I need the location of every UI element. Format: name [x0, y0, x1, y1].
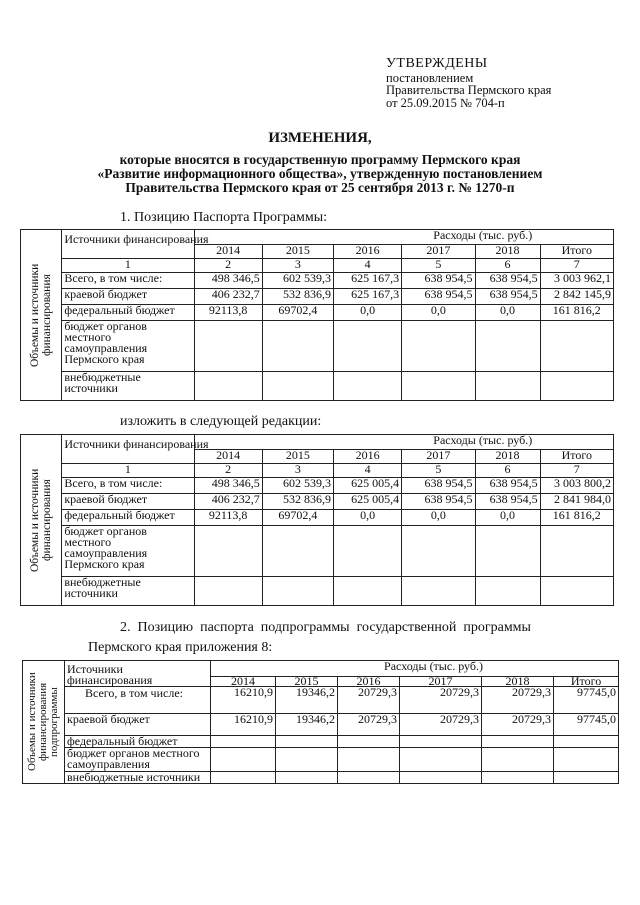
value-cell [475, 577, 540, 606]
row-label: федеральный бюджет [65, 736, 211, 748]
document-subtitle [0, 153, 640, 195]
value-cell: 0,0 [402, 304, 475, 320]
value-cell: 498 346,5 [194, 272, 262, 288]
value-cell [333, 525, 401, 576]
value-cell: 638 954,5 [475, 477, 540, 493]
value-cell: 16210,9 [211, 687, 276, 714]
value-cell: 2 841 984,0 [540, 493, 613, 509]
value-cell: 3 003 800,2 [540, 477, 613, 493]
year-header: 2014 [194, 244, 262, 258]
approval-heading: УТВЕРЖДЕНЫ [386, 56, 488, 71]
value-cell: 92113,8 [194, 304, 262, 320]
value-cell: 3 003 962,1 [540, 272, 613, 288]
value-cell: 20729,3 [338, 687, 400, 714]
column-number: 2 [194, 463, 262, 477]
approval-line: от 25.09.2015 № 704-п [386, 95, 505, 110]
column-number: 7 [540, 463, 613, 477]
row-label: федеральный бюджет [62, 509, 194, 525]
subprogram-financing-table [22, 660, 619, 784]
year-header: Итого [540, 244, 613, 258]
value-cell: 0,0 [475, 509, 540, 525]
table-row [21, 304, 614, 320]
year-header: 2018 [482, 677, 554, 687]
subtitle-line: Правительства Пермского края от 25 сентября 2013 г. № 1270-п [125, 180, 515, 195]
value-cell: 2 842 145,9 [540, 288, 613, 304]
year-header: 2017 [400, 677, 482, 687]
value-cell [338, 748, 400, 772]
side-label-cell [21, 435, 62, 606]
value-cell: 638 954,5 [402, 477, 475, 493]
expense-header: Расходы (тыс. руб.) [194, 435, 613, 450]
value-cell [211, 772, 276, 784]
value-cell: 638 954,5 [402, 493, 475, 509]
row-label: бюджет органов местного самоуправления Пермского края [62, 525, 194, 576]
value-cell [402, 320, 475, 371]
row-label: внебюджетные источники [62, 372, 194, 401]
value-cell: 69702,4 [262, 509, 333, 525]
approval-line: Правительства Пермского края [386, 83, 552, 97]
document-title: ИЗМЕНЕНИЯ, [268, 130, 372, 146]
item-2-text-cont: Пермского края приложения 8: [88, 640, 273, 655]
column-number: 4 [333, 463, 401, 477]
column-number: 4 [333, 258, 401, 272]
subtitle-line: которые вносятся в государственную программу Пермского края [119, 152, 521, 167]
value-cell: 16210,9 [211, 714, 276, 736]
value-cell: 20729,3 [338, 714, 400, 736]
side-label: Объемы и источники финансирования [29, 468, 54, 572]
value-cell [554, 736, 619, 748]
value-cell [276, 736, 338, 748]
table-row [21, 477, 614, 493]
table-row [23, 772, 619, 784]
value-cell: 602 539,3 [262, 272, 333, 288]
row-label: краевой бюджет [62, 288, 194, 304]
value-cell: 638 954,5 [475, 493, 540, 509]
table-row [21, 493, 614, 509]
financing-table-original [20, 229, 614, 401]
subtitle-line: «Развитие информационного общества», утвержденную постановлением [97, 166, 543, 181]
column-number: 6 [475, 463, 540, 477]
column-number: 5 [402, 463, 475, 477]
value-cell [540, 577, 613, 606]
value-cell: 161 816,2 [540, 509, 613, 525]
value-cell: 532 836,9 [262, 288, 333, 304]
value-cell: 532 836,9 [262, 493, 333, 509]
side-label-cell [23, 661, 65, 784]
value-cell [333, 320, 401, 371]
table-row [21, 372, 614, 401]
value-cell [540, 525, 613, 576]
value-cell: 20729,3 [482, 714, 554, 736]
value-cell: 602 539,3 [262, 477, 333, 493]
financing-table-new [20, 434, 614, 606]
row-label: внебюджетные источники [65, 772, 211, 784]
column-number: 6 [475, 258, 540, 272]
approval-block [386, 58, 551, 109]
value-cell: 97745,0 [554, 714, 619, 736]
side-label: Объемы и источники финансирования [29, 263, 54, 367]
value-cell: 19346,2 [276, 714, 338, 736]
value-cell: 97745,0 [554, 687, 619, 714]
value-cell [333, 577, 401, 606]
value-cell: 0,0 [475, 304, 540, 320]
value-cell [475, 525, 540, 576]
value-cell [482, 748, 554, 772]
table-row [23, 687, 619, 714]
year-header: 2015 [276, 677, 338, 687]
table-row [21, 525, 614, 576]
value-cell [400, 772, 482, 784]
table-row [21, 509, 614, 525]
value-cell: 20729,3 [400, 687, 482, 714]
value-cell: 625 167,3 [333, 272, 401, 288]
table-row [23, 748, 619, 772]
row-label: федеральный бюджет [62, 304, 194, 320]
expense-header: Расходы (тыс. руб.) [194, 230, 613, 245]
value-cell [194, 320, 262, 371]
year-header: 2014 [211, 677, 276, 687]
row-label: Всего, в том числе: [62, 477, 194, 493]
value-cell [402, 525, 475, 576]
value-cell [482, 772, 554, 784]
value-cell [338, 772, 400, 784]
side-label-cell [21, 230, 62, 401]
column-number: 7 [540, 258, 613, 272]
row-label: бюджет органов местного самоуправления Пермского края [62, 320, 194, 371]
value-cell: 0,0 [333, 304, 401, 320]
row-label: бюджет органов местного самоуправления [65, 748, 211, 772]
year-header: 2016 [338, 677, 400, 687]
value-cell [540, 320, 613, 371]
source-header: Источники финансирования [62, 230, 194, 259]
value-cell [338, 736, 400, 748]
table-row [21, 577, 614, 606]
value-cell [211, 736, 276, 748]
year-header: 2018 [475, 244, 540, 258]
between-text: изложить в следующей редакции: [120, 414, 322, 429]
value-cell: 0,0 [333, 509, 401, 525]
value-cell: 20729,3 [482, 687, 554, 714]
value-cell: 406 232,7 [194, 288, 262, 304]
value-cell: 638 954,5 [475, 288, 540, 304]
table-row [21, 320, 614, 371]
column-number: 3 [262, 258, 333, 272]
value-cell: 638 954,5 [402, 272, 475, 288]
item-2-text: 2. Позицию паспорта подпрограммы государственной программы [120, 620, 531, 635]
value-cell [262, 577, 333, 606]
value-cell [402, 577, 475, 606]
year-header: 2018 [475, 449, 540, 463]
year-header: Итого [554, 677, 619, 687]
value-cell [262, 320, 333, 371]
item-1-text: 1. Позицию Паспорта Программы: [120, 210, 328, 225]
year-header: 2015 [262, 244, 333, 258]
value-cell [276, 772, 338, 784]
column-number: 3 [262, 463, 333, 477]
value-cell [276, 748, 338, 772]
year-header: 2017 [402, 449, 475, 463]
year-header: 2016 [333, 449, 401, 463]
column-number: 5 [402, 258, 475, 272]
value-cell: 161 816,2 [540, 304, 613, 320]
value-cell: 498 346,5 [194, 477, 262, 493]
value-cell: 0,0 [402, 509, 475, 525]
value-cell: 625 167,3 [333, 288, 401, 304]
value-cell: 625 005,4 [333, 493, 401, 509]
value-cell: 20729,3 [400, 714, 482, 736]
value-cell: 625 005,4 [333, 477, 401, 493]
source-header: Источники финансирования [62, 435, 194, 464]
year-header: Итого [540, 449, 613, 463]
value-cell [211, 748, 276, 772]
row-label: внебюджетные источники [62, 577, 194, 606]
table-row [23, 714, 619, 736]
value-cell [475, 320, 540, 371]
approval-line: постановлением [386, 70, 474, 85]
value-cell: 69702,4 [262, 304, 333, 320]
value-cell [402, 372, 475, 401]
value-cell [333, 372, 401, 401]
value-cell [482, 736, 554, 748]
value-cell: 92113,8 [194, 509, 262, 525]
row-label: Всего, в том числе: [65, 687, 211, 714]
value-cell [540, 372, 613, 401]
value-cell: 406 232,7 [194, 493, 262, 509]
source-header: Источники финансирования [65, 661, 211, 687]
row-label: краевой бюджет [65, 714, 211, 736]
column-number: 1 [62, 258, 194, 272]
year-header: 2016 [333, 244, 401, 258]
value-cell [262, 372, 333, 401]
column-number: 1 [62, 463, 194, 477]
value-cell [262, 525, 333, 576]
value-cell: 638 954,5 [402, 288, 475, 304]
row-label: Всего, в том числе: [62, 272, 194, 288]
year-header: 2014 [194, 449, 262, 463]
value-cell [400, 748, 482, 772]
side-label: Объемы и источники финансирования подпрограммы [26, 672, 60, 772]
value-cell: 638 954,5 [475, 272, 540, 288]
value-cell [554, 748, 619, 772]
year-header: 2017 [402, 244, 475, 258]
value-cell [194, 372, 262, 401]
column-number: 2 [194, 258, 262, 272]
value-cell [194, 525, 262, 576]
table-row [21, 272, 614, 288]
value-cell [475, 372, 540, 401]
value-cell [400, 736, 482, 748]
expense-header: Расходы (тыс. руб.) [211, 661, 619, 677]
value-cell [554, 772, 619, 784]
table-row [21, 288, 614, 304]
value-cell [194, 577, 262, 606]
value-cell: 19346,2 [276, 687, 338, 714]
row-label: краевой бюджет [62, 493, 194, 509]
year-header: 2015 [262, 449, 333, 463]
